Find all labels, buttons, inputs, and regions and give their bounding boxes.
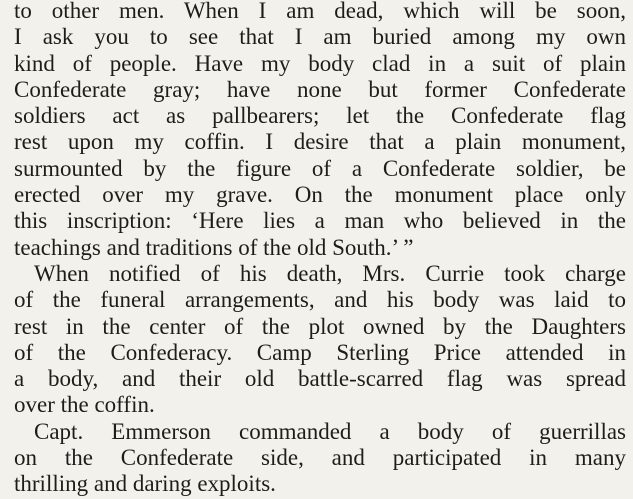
text-line: soldiers act as pallbearers; let the Confederate flag — [14, 103, 626, 129]
paragraph-2 — [14, 261, 626, 419]
text-line: rest in the center of the plot owned by the Daughters — [14, 313, 626, 339]
text-line: of the funeral arrangements, and his body was laid to — [14, 287, 626, 313]
text-line: teachings and traditions of the old South.’ ” — [14, 234, 414, 260]
page-text — [14, 0, 626, 498]
text-line: erected over my grave. On the monument place only — [14, 182, 626, 208]
text-line: I ask you to see that I am buried among my own — [14, 24, 626, 50]
text-line: this inscription: ‘Here lies a man who believed in the — [14, 208, 626, 234]
text-line: kind of people. Have my body clad in a suit of plain — [14, 50, 626, 76]
text-line: Capt. Emmerson commanded a body of guerrillas — [34, 418, 626, 444]
text-line: rest upon my coffin. I desire that a plain monument, — [14, 129, 626, 155]
text-line: Confederate gray; have none but former Confederate — [14, 76, 626, 102]
text-line: over the coffin. — [14, 392, 155, 418]
text-line: of the Confederacy. Camp Sterling Price attended in — [14, 339, 626, 365]
text-line: surmounted by the figure of a Confederate soldier, be — [14, 155, 626, 181]
text-line: to other men. When I am dead, which will be soon, — [14, 0, 626, 23]
paragraph-3 — [14, 419, 626, 498]
text-line: a body, and their old battle-scarred flag was spread — [14, 366, 626, 392]
paragraph-1 — [14, 0, 626, 261]
text-line: thrilling and daring exploits. — [14, 471, 276, 497]
text-line: When notified of his death, Mrs. Currie took charge — [34, 260, 626, 286]
text-line: on the Confederate side, and participated in many — [14, 445, 626, 471]
